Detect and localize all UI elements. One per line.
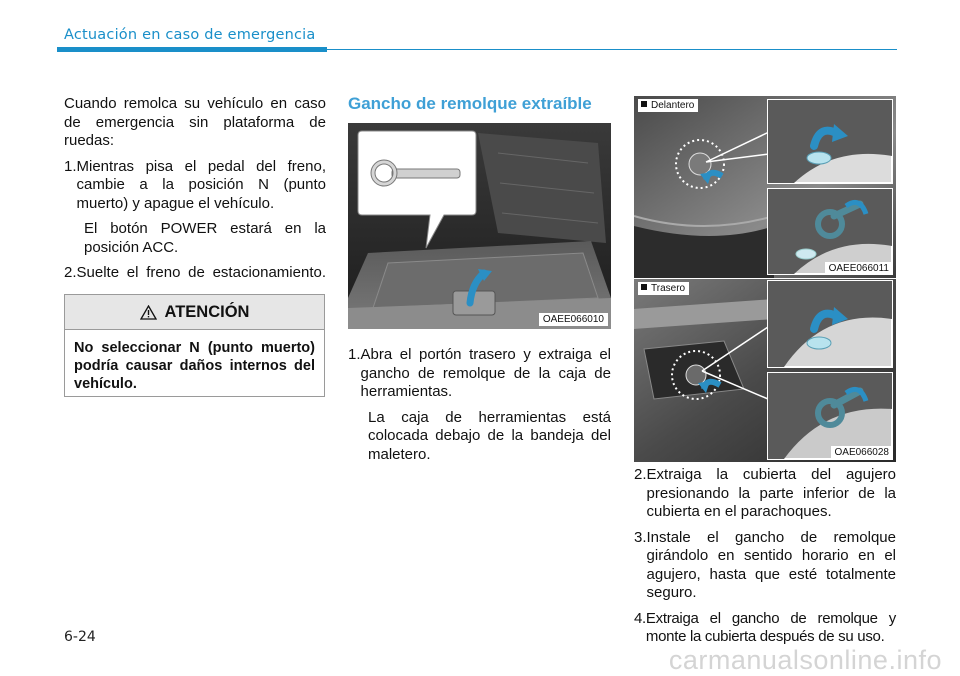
step-text: Extraiga la cubierta del agujero presionando la parte inferior de la cubierta en el parachoques. [646,466,896,520]
warning-text: No seleccionar N (punto muerto) podría causar daños internos del vehículo. [74,340,315,392]
chapter-title: Actuación en caso de emergencia [64,27,316,43]
intro-paragraph: Cuando remolca su vehículo en caso de emergencia sin plataforma de ruedas: [64,95,326,149]
figure-label-text: Delantero [651,100,695,111]
warning-title: ATENCIÓN [164,302,250,321]
front-bumper-figure [634,96,896,278]
step-1 [348,346,611,402]
step-1-note: El botón POWER estará en la posición ACC. [84,220,326,256]
figure-label [638,99,698,112]
step-text: Instale el gancho de remolque girándolo en sentido horario en el agujero, hasta que esté totalmente seguro. [646,528,896,601]
step-number: 1. [348,346,361,363]
figure-code: OAEE066011 [825,262,893,275]
step-2 [64,264,326,283]
page-number: 6-24 [64,629,96,645]
warning-box [64,294,325,397]
front-bumper-illustration [634,96,896,278]
watermark: carmanualsonline.info [668,645,942,675]
step-3 [634,529,896,603]
trunk-figure [348,123,611,329]
step-1 [64,158,326,214]
figure-label [638,282,689,295]
step-text: Abra el portón trasero y extraiga el gancho de remolque de la caja de herramientas. [360,346,611,400]
step-text: Extraiga el gancho de remolque y monte la cubierta después de su uso. [645,609,896,645]
section-title: Gancho de remolque extraíble [348,94,592,113]
square-bullet-icon [641,284,647,290]
step-text: Mientras pisa el pedal del freno, cambie a la posición N (punto muerto) y apague el vehículo. [76,157,326,212]
step-number: 1. [64,157,77,175]
warning-header [65,295,324,330]
step-number: 2. [64,264,77,281]
step-number: 3. [634,528,647,546]
trunk-illustration [348,123,611,329]
rear-bumper-figure [634,279,896,462]
figure-code: OAE066028 [831,446,894,459]
square-bullet-icon [641,101,647,107]
step-number: 2. [634,466,647,483]
step-4 [634,610,896,647]
step-1-note: La caja de herramientas está colocada debajo de la bandeja del maletero. [368,408,611,463]
warning-triangle-icon [140,305,157,320]
column-1 [64,95,326,290]
figure-label-text: Trasero [651,283,686,294]
header-rule-thin [327,49,897,50]
rear-bumper-illustration [634,279,896,462]
step-number: 4. [634,609,646,627]
column-2 [348,346,611,471]
step-text: Suelte el freno de estacionamiento. [76,264,326,281]
column-3 [634,466,896,654]
step-2 [634,466,896,522]
header-rule-thick [57,47,327,52]
figure-code: OAEE066010 [539,313,608,326]
